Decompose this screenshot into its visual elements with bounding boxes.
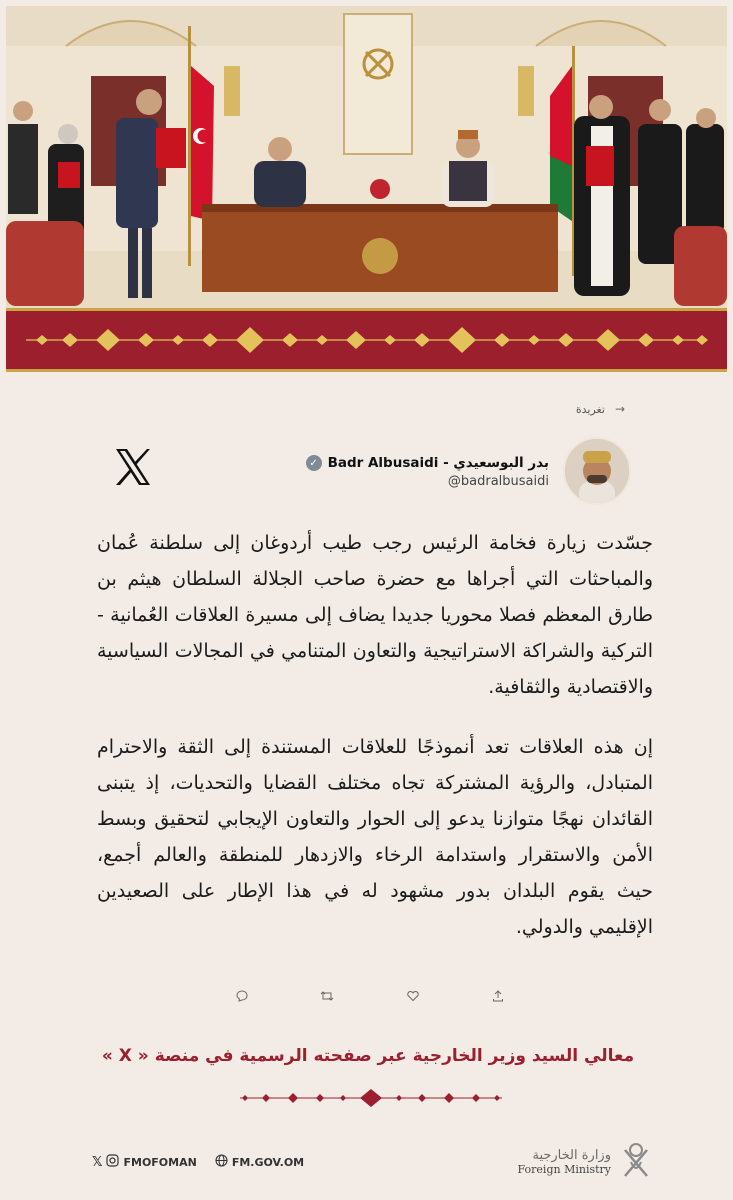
ornamental-band	[6, 308, 727, 372]
x-logo-icon[interactable]	[114, 447, 152, 487]
x-small-icon: 𝕏	[92, 1155, 103, 1170]
avatar[interactable]	[563, 437, 631, 505]
arrow-right-icon: →	[614, 402, 625, 416]
author-info	[306, 455, 549, 489]
ministry-name-ar: وزارة الخارجية	[532, 1148, 611, 1163]
ministry-logo	[518, 1140, 653, 1184]
verified-badge-icon: ✓	[306, 455, 322, 471]
footer-links	[92, 1154, 304, 1171]
signing-ceremony-photo	[6, 6, 727, 308]
social-link[interactable]	[92, 1154, 197, 1171]
retweet-indicator	[576, 402, 625, 416]
tweet-actions	[232, 990, 508, 1005]
retweet-icon[interactable]	[317, 990, 337, 1005]
social-handle: FMOFOMAN	[123, 1156, 197, 1169]
instagram-icon	[106, 1154, 119, 1171]
globe-icon	[215, 1154, 228, 1171]
reply-icon[interactable]	[232, 990, 252, 1005]
caption: معالي السيد وزير الخارجية عبر صفحته الرسمية في منصة « X »	[101, 1046, 635, 1066]
tweet-text	[97, 525, 653, 945]
website-link[interactable]	[215, 1154, 304, 1171]
website-url: FM.GOV.OM	[231, 1156, 305, 1169]
like-icon[interactable]	[403, 990, 423, 1005]
share-icon[interactable]	[488, 990, 508, 1005]
ornament-divider	[236, 1088, 506, 1108]
tweet-paragraph: جسّدت زيارة فخامة الرئيس رجب طيب أردوغان إلى سلطنة عُمان والمباحثات التي أجراها مع حضرة صاحب الجلالة السلطان هيثم بن طارق المعظم فصلا محوريا جديدا يضاف إلى مسيرة العلاقات العُمانية - التركية والشراكة الاستراتيجية والتعاون المتنامي في المجالات السياسية والاقتصادية والثقافية.	[97, 532, 653, 698]
oman-emblem-icon	[619, 1140, 653, 1184]
ministry-name-en: Foreign Ministry	[517, 1163, 611, 1176]
retweet-label: تغريدة	[575, 402, 605, 416]
author-name[interactable]: Badr Albusaidi - بدر البوسعيدي	[327, 455, 549, 471]
author-handle[interactable]: @badralbusaidi	[447, 474, 549, 489]
tweet-paragraph: إن هذه العلاقات تعد أنموذجًا للعلاقات المستندة إلى الثقة والاحترام المتبادل، والرؤية المشتركة تجاه مختلف القضايا والتحديات، إذ يتبنى القائدان نهجًا متوازنا يدعو إلى الحوار والتعاون الإيجابي لتحقيق وبسط الأمن والاستقرار واستدامة الرخاء والازدهار للمنطقة والعالم أجمع، حيث يقوم البلدان بدور مشهود له في هذا الإطار على الصعيدين الإقليمي والدولي.	[97, 736, 653, 938]
